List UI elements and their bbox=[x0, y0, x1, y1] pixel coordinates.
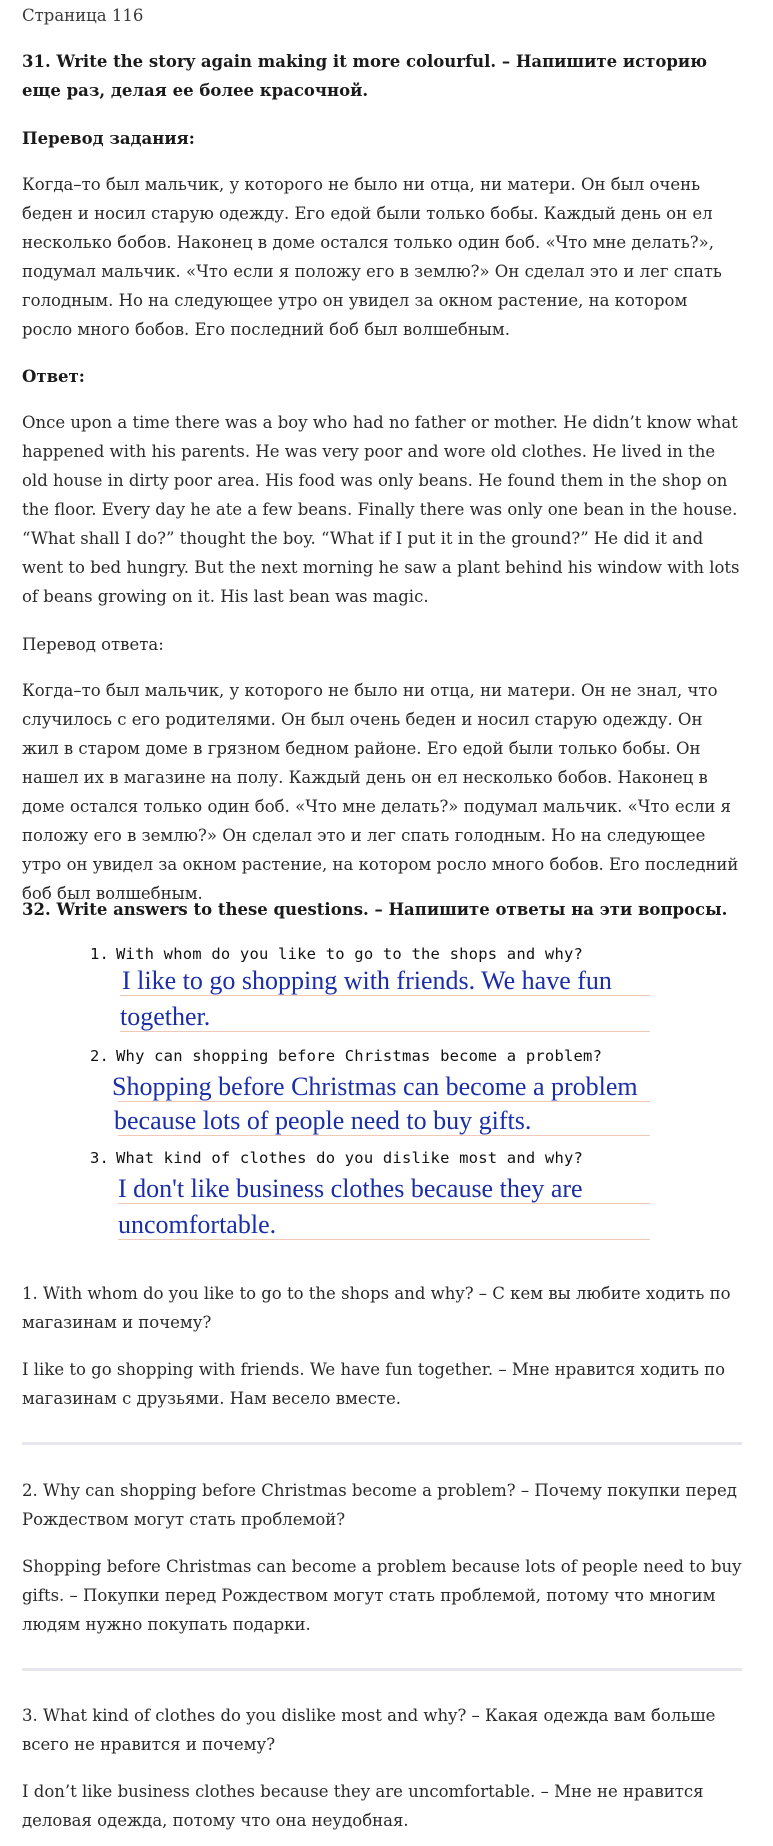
answer-label: Ответ: bbox=[22, 367, 85, 386]
exercise-32-heading: 32. Write answers to these questions. – Напишите ответы на эти вопросы. bbox=[22, 900, 728, 919]
workbook-question-number: 3. bbox=[90, 1149, 110, 1167]
workbook-answer-3-line2: uncomfortable. bbox=[118, 1210, 277, 1239]
workbook-ruled-line bbox=[118, 1101, 650, 1102]
workbook-ruled-line bbox=[118, 1239, 650, 1240]
exercise-31-heading: 31. Write the story again making it more colourful. – Напишите историю еще раз, делая ее более красочной. bbox=[22, 52, 708, 100]
workbook-question-number: 2. bbox=[90, 1047, 110, 1065]
workbook-answer-1-line1: I like to go shopping with friends. We have fun bbox=[122, 966, 612, 995]
workbook-question-2 bbox=[90, 1047, 602, 1065]
qa-2-answer: Shopping before Christmas can become a problem because lots of people need to buy gifts. – Покупки перед Рождеством могут стать проблемой, потому что многим людям нужно покупать подарки. bbox=[22, 1557, 742, 1634]
workbook-answer-2-line1: Shopping before Christmas can become a problem bbox=[112, 1072, 638, 1101]
page-number-label: Страница 116 bbox=[22, 6, 144, 25]
workbook-ruled-line bbox=[118, 1203, 650, 1204]
workbook-question-1 bbox=[90, 945, 583, 963]
workbook-ruled-line bbox=[120, 1031, 650, 1032]
workbook-answer-3-line1: I don't like business clothes because they are bbox=[118, 1174, 583, 1203]
answer-text: Once upon a time there was a boy who had no father or mother. He didn’t know what happened with his parents. He was very poor and wore old clothes. He lived in the old house in dirty poor area. His food was only beans. He found them in the shop on the floor. Every day he ate a few beans. Finally there was only one bean in the house. “What shall I do?” thought the boy. “What if I put it in the ground?” He did it and went to bed hungry. But the next morning he saw a plant behind his window with lots of beans growing on it. His last bean was magic. bbox=[22, 413, 740, 606]
workbook-ruled-line bbox=[120, 995, 650, 996]
workbook-question-text: With whom do you like to go to the shops and why? bbox=[116, 945, 584, 963]
answer-translation-text: Когда–то был мальчик, у которого не было ни отца, ни матери. Он не знал, что случилось с его родителями. Он был очень беден и носил старую одежду. Он жил в старом доме в грязном бедном районе. Его едой были только бобы. Он нашел их в магазине на полу. Каждый день он ел несколько бобов. Наконец в доме остался только один боб. «Что мне делать?» подумал мальчик. «Что если я положу его в землю?» Он сделал это и лег спать голодным. Но на следующее утро он увидел за окном растение, на котором росло много бобов. Его последний боб был волшебным. bbox=[22, 681, 739, 903]
answer-translation-label: Перевод ответа: bbox=[22, 635, 164, 654]
workbook-ruled-line bbox=[118, 1135, 650, 1136]
workbook-answer-1-line2: together. bbox=[120, 1002, 211, 1031]
workbook-question-number: 1. bbox=[90, 945, 110, 963]
workbook-answer-2-line2: because lots of people need to buy gifts. bbox=[114, 1106, 532, 1135]
task-translation-text: Когда–то был мальчик, у которого не было ни отца, ни матери. Он был очень беден и носил старую одежду. Его едой были только бобы. Каждый день он ел несколько бобов. Наконец в доме остался только один боб. «Что мне делать?», подумал мальчик. «Что если я положу его в землю?» Он сделал это и лег спать голодным. Но на следующее утро он увидел за окном растение, на котором росло много бобов. Его последний боб был волшебным. bbox=[22, 175, 722, 339]
section-divider bbox=[22, 1668, 742, 1671]
task-translation-label: Перевод задания: bbox=[22, 129, 195, 148]
workbook-image bbox=[90, 935, 690, 1240]
qa-1-answer: I like to go shopping with friends. We have fun together. – Мне нравится ходить по магазинам с друзьями. Нам весело вместе. bbox=[22, 1360, 726, 1408]
qa-2-question: 2. Why can shopping before Christmas become a problem? – Почему покупки перед Рождеством могут стать проблемой? bbox=[22, 1481, 737, 1529]
qa-3-question: 3. What kind of clothes do you dislike most and why? – Какая одежда вам больше всего не нравится и почему? bbox=[22, 1706, 716, 1754]
workbook-question-3 bbox=[90, 1149, 583, 1167]
workbook-question-text: Why can shopping before Christmas become a problem? bbox=[116, 1047, 603, 1065]
qa-1-question: 1. With whom do you like to go to the shops and why? – С кем вы любите ходить по магазинам и почему? bbox=[22, 1284, 731, 1332]
section-divider bbox=[22, 1442, 742, 1445]
workbook-question-text: What kind of clothes do you dislike most and why? bbox=[116, 1149, 584, 1167]
qa-3-answer: I don’t like business clothes because they are uncomfortable. – Мне не нравится деловая одежда, потому что она неудобная. bbox=[22, 1782, 704, 1830]
